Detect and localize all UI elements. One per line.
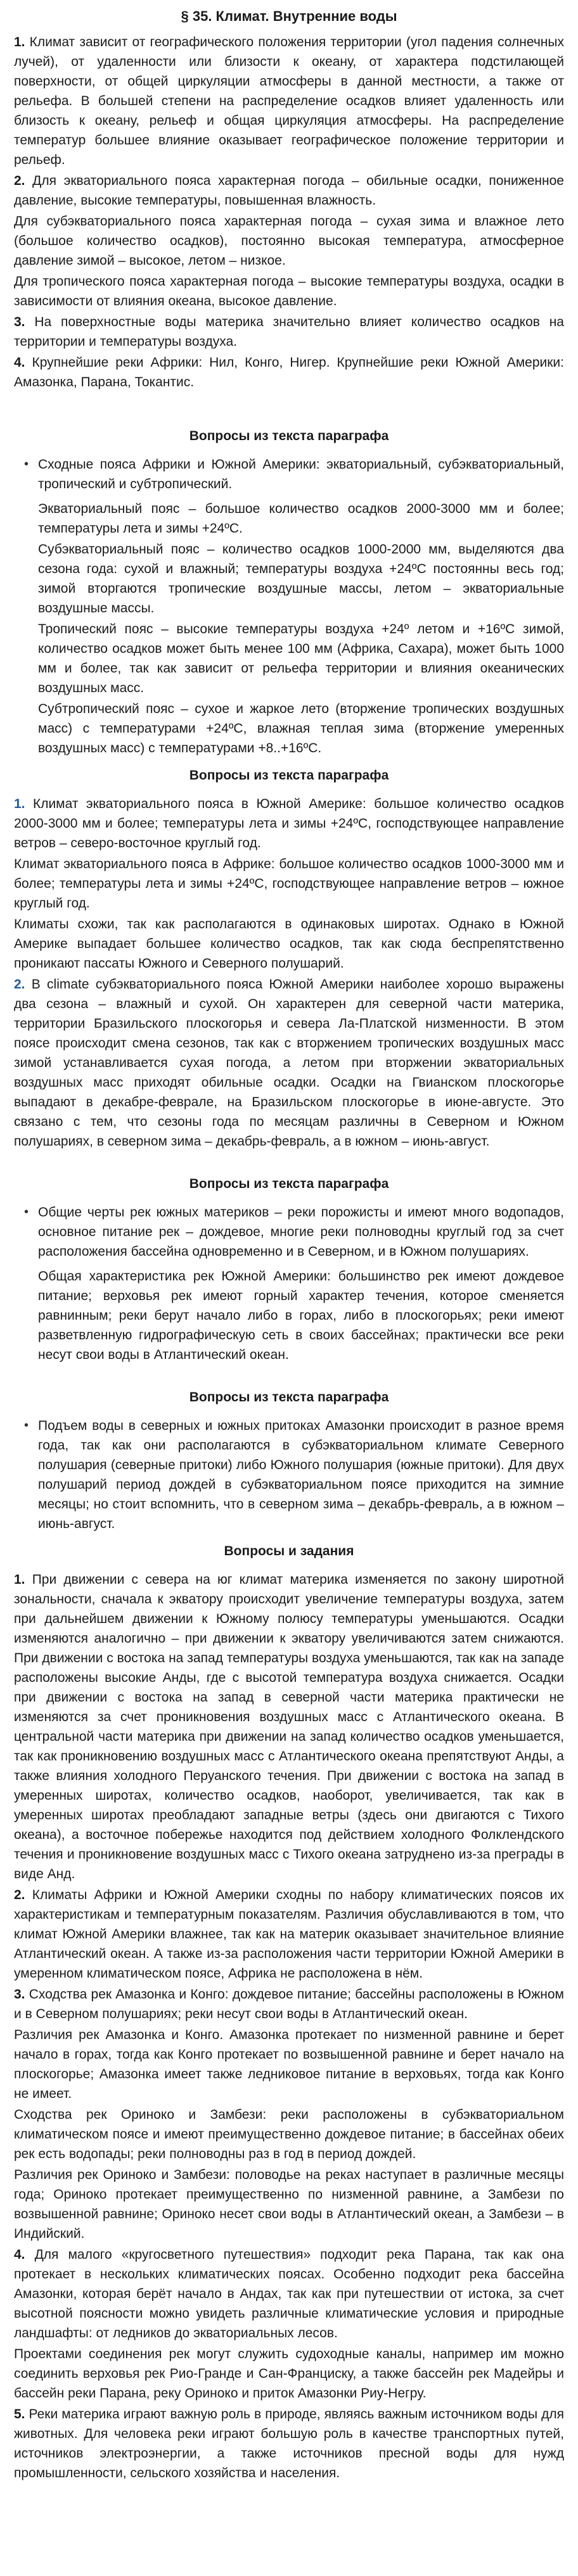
- item-text: При движении с севера на юг климат материка изменяется по закону широтной зональности, сначала к экватору происходит увеличение температуры воздуха, затем при дальнейшем движении к Южному полюсу температуры уменьшаются. Осадки изменяются аналогично – при движении к экватору увеличиваются затем снижаются. При движении с востока на запад температуры воздуха уменьшаются, так как на западе расположены высокие Анды, где с высотой температура воздуха снижается. Осадки при движении с востока на запад в северной части материка практически не изменяются за счет проникновения воздушных масс с Атлантического океана. В центральной части материка при движении на запад количество осадков уменьшается, так как проникновению воздушных масс с Атлантического океана препятствуют Анды, а также влияния холодного Перуанского течения. При движении с востока на запад в умеренных широтах, количество осадков, наоборот, увеличивается, так как в умеренных широтах преобладают западные ветры (здесь они двигаются с Тихого океана), а восточное побережье находится под действием холодного Фолклендского течения и проникновение воздушных масс с Тихого океана затруднено из-за преграды в виде Анд.: [14, 1572, 564, 1881]
- item-text: Для экваториального пояса характерная погода – обильные осадки, пониженное давление, высокие температуры, повышенная влажность.: [14, 174, 564, 208]
- item-text: Реки материка играют важную роль в природе, являясь важным источником воды для животных. Для человека реки играют большую роль в качестве транспортных путей, источников электроэнергии, а также источников пресной воды для нужд промышленности, сельского хозяйства и населения.: [14, 2407, 565, 2480]
- paragraph: Субэкваториальный пояс – количество осадков 1000-2000 мм, выделяются два сезона года: сухой и влажный; температуры воздуха +24ºС постоянны весь год; зимой вторгаются тропические воздушные массы, летом – экваториальные воздушные массы.: [38, 542, 564, 616]
- answer-item: [14, 2245, 564, 2343]
- section-heading: Вопросы и задания: [224, 1544, 354, 1558]
- item-text: На поверхностные воды материка значительно влияет количество осадков на территории и температуры воздуха.: [14, 315, 564, 349]
- item-text: Климат экваториального пояса в Африке: большое количество осадков 1000-3000 мм и более; температуры лета и зимы +24ºС, господствующее направление ветров – южное круглый год.: [14, 857, 564, 911]
- item-text: Для субэкваториального пояса характерная погода – сухая зима и влажное лето (большое количество осадков), постоянно высокая температура, атмосферное давление зимой – высокое, летом – низкое.: [14, 214, 564, 268]
- item-number: 3.: [14, 315, 25, 329]
- item-text: Общие черты рек южных материков – реки порожисты и имеют много водопадов, основное питание рек – дождевое, многие реки полноводны круглый год за счет расположения бассейна одновременно и в Северном, и в Южном полушариях.: [38, 1205, 564, 1259]
- page-title: § 35. Климат. Внутренние воды: [181, 8, 397, 24]
- item-number: 3.: [14, 1987, 25, 2002]
- list-item: [24, 1203, 564, 1261]
- item-text: В climate субэкваториального пояса Южной Америки наиболее хорошо выражены два сезона – влажный и сухой. Он характерен для северной части материка, территории Бразильского плоскогорья и севера Ла-Платской низменности. В этом поясе происходит смена сезонов, так как с вторжением тропических воздушных масс зимой устанавливается сухая погода, а летом при вторжении экваториальных воздушных масс приходят обильные осадки. Осадки на Гвианском плоскогорье выпадают в декабре-феврале, на Бразильском плоскогорье в июне-августе. Это связано с тем, что сезоны года по месяцам различны в Северном и Южном полушариях, в северном зима – декабрь-февраль, а в южном – июнь-август.: [14, 977, 564, 1149]
- list-item: [24, 455, 564, 494]
- item-text: Различия рек Амазонка и Конго. Амазонка протекает по низменной равнине и берет начало в горах, тогда как Конго протекает по возвышенной равнине и берет начало на плоскогорье; Амазонка имеет также ледниковое питание в верховьях, тогда как Конго не имеет.: [14, 2028, 564, 2101]
- item-text: Климаты схожи, так как располагаются в одинаковых широтах. Однако в Южной Америке выпадает большее количество осадков, так как сюда беспрепятственно проникают пассаты Южного и Северного полушарий.: [14, 917, 564, 971]
- item-text: Крупнейшие реки Африки: Нил, Конго, Нигер. Крупнейшие реки Южной Америки: Амазонка, Парана, Токантис.: [14, 355, 564, 389]
- questions-section-3: [14, 1174, 564, 1365]
- questions-section-2: [14, 766, 564, 1151]
- answer-item: [14, 975, 564, 1151]
- list-item: [24, 1416, 564, 1534]
- item-text: Для малого «кругосветного путешествия» подходит река Парана, так как она протекает в нескольких климатических поясах. Особенно подходит река бассейна Амазонки, которая берёт начало в Андах, так как при путешествии от истока, за счет высотной поясности можно увидеть различные климатические условия и природные ландшафты: от ледников до экваториальных лесов.: [14, 2247, 564, 2340]
- item-number: 1.: [14, 797, 25, 811]
- paragraph: Субтропический пояс – сухое и жаркое лето (вторжение тропических воздушных масс) с температурами +24ºС, влажная теплая зима (вторжение умеренных воздушных масс) с температурами +8..+16ºС.: [38, 702, 564, 755]
- section-heading: Вопросы из текста параграфа: [189, 1390, 389, 1405]
- bullet-list: [14, 1203, 564, 1261]
- item-text: Для тропического пояса характерная погода – высокие температуры воздуха, осадки в зависимости от влияния океана, высокое давление.: [14, 274, 564, 308]
- bullet-icon: •: [24, 457, 29, 471]
- bullet-list: [14, 455, 564, 494]
- answer-item: [14, 1985, 564, 2024]
- section-heading: Вопросы из текста параграфа: [189, 429, 389, 443]
- tasks-section: [14, 1541, 564, 2483]
- bullet-list: [14, 1416, 564, 1534]
- answer-item: [14, 1885, 564, 1983]
- answer-item: [14, 2404, 564, 2483]
- item-text: Различия рек Ориноко и Замбези: половодье на реках наступает в различные месяцы года; Ориноко протекает преимущественно по низменной равнине, а Замбези по возвышенной равнине; Ориноко несет свои воды в Атлантический океан, а Замбези – в Индийский.: [14, 2168, 564, 2241]
- item-number: 1.: [14, 1572, 25, 1587]
- answer-item: [14, 1570, 564, 1884]
- intro-item: [14, 312, 564, 351]
- answer-item: [14, 2165, 564, 2244]
- questions-section-1: [14, 426, 564, 758]
- questions-section-4: [14, 1387, 564, 1534]
- paragraph: Общая характеристика рек Южной Америки: большинство рек имеют дождевое питание; верховья рек имеют горный характер течения, которое сменяется равнинным; реки берут начало либо в горах, либо в плоскогорьях; реки имеют разветвленную гидрографическую сеть в своих бассейнах; практически все реки несут свои воды в Атлантический океан.: [38, 1269, 564, 1362]
- bullet-icon: •: [24, 1205, 29, 1219]
- paragraph: Тропический пояс – высокие температуры воздуха +24º летом и +16ºС зимой, количество осадков может быть менее 100 мм (Африка, Сахара), может быть 1000 мм и более, так как зависит от рельефа территории и влияния океанических воздушных масс.: [38, 622, 564, 695]
- section-heading: Вопросы из текста параграфа: [189, 1177, 389, 1191]
- item-number: 4.: [14, 2247, 25, 2262]
- answer-item: [14, 914, 564, 973]
- item-text: Подъем воды в северных и южных притоках Амазонки происходит в разное время года, так как они располагаются в субэкваториальном климате Северного полушария (северные притоки) либо Южного полушария (южные притоки). Для двух полушарий период дождей в субэкваториальном поясе приходится на зимние месяцы; но стоит вспомнить, что в северном зима – декабрь-февраль, а в южном – июнь-август.: [38, 1418, 564, 1531]
- item-text: Климат зависит от географического положения территории (угол падения солнечных лучей), от удаленности или близости к океану, от характера подстилающей поверхности, от общей циркуляции атмосферы в данной местности, а также от рельефа. В большей степени на распределение осадков влияет удаленность или близость к океану, рельеф и общая циркуляция атмосферы. На распределение температур большее влияние оказывает географическое положение территории и рельеф.: [14, 35, 564, 167]
- item-text: Сходства рек Ориноко и Замбези: реки расположены в субэкваториальном климатическом поясе и имеют преимущественно дождевое питание; в бассейнах обеих рек есть водопады; реки полноводны раз в год в период дождей.: [14, 2107, 564, 2161]
- item-text: Сходства рек Амазонка и Конго: дождевое питание; бассейны расположены в Южном и в Северном полушариях; реки несут свои воды в Атлантический океан.: [14, 1987, 564, 2021]
- answer-item: [14, 854, 564, 913]
- intro-item: [14, 171, 564, 210]
- item-number: 2.: [14, 977, 25, 992]
- item-number: 2.: [14, 174, 25, 188]
- item-text: Климаты Африки и Южной Америки сходны по набору климатических поясов их характеристикам и температурным показателям. Различия обуславливаются в том, что климат Южной Америки влажнее, так как на материк оказывает значительное влияние Атлантический океан. А также из-за расположения части территории Южной Америки в умеренном климатическом поясе, Африка не расположена в нём.: [14, 1888, 564, 1981]
- intro-item: [14, 353, 564, 392]
- item-text: Проектами соединения рек могут служить судоходные каналы, например им можно соединить верховья рек Рио-Гранде и Сан-Франциску, а также бассейн рек Мадейры и бассейн реки Парана, реку Ориноко и приток Амазонки Риу-Негру.: [14, 2347, 564, 2401]
- intro-item: [14, 32, 564, 170]
- intro-section: [14, 32, 564, 392]
- answer-item: [14, 2105, 564, 2164]
- item-number: 2.: [14, 1888, 25, 1902]
- answer-item: [14, 2025, 564, 2104]
- paragraph: Экваториальный пояс – большое количество осадков 2000-3000 мм и более; температуры лета и зимы +24ºС.: [38, 502, 564, 536]
- item-number: 4.: [14, 355, 25, 370]
- intro-item: [14, 212, 564, 270]
- answer-item: [14, 2344, 564, 2403]
- item-text: Сходные пояса Африки и Южной Америки: экваториальный, субэкваториальный, тропический и субтропический.: [38, 457, 564, 491]
- intro-item: [14, 272, 564, 311]
- item-number: 1.: [14, 35, 25, 49]
- section-heading: Вопросы из текста параграфа: [189, 768, 389, 783]
- answer-item: [14, 794, 564, 853]
- item-number: 5.: [14, 2407, 25, 2421]
- item-text: Климат экваториального пояса в Южной Америке: большое количество осадков 2000-3000 мм и более; температуры лета и зимы +24ºС, господствующее направление ветров – северо-восточное круглый год.: [14, 797, 564, 850]
- bullet-icon: •: [24, 1418, 29, 1432]
